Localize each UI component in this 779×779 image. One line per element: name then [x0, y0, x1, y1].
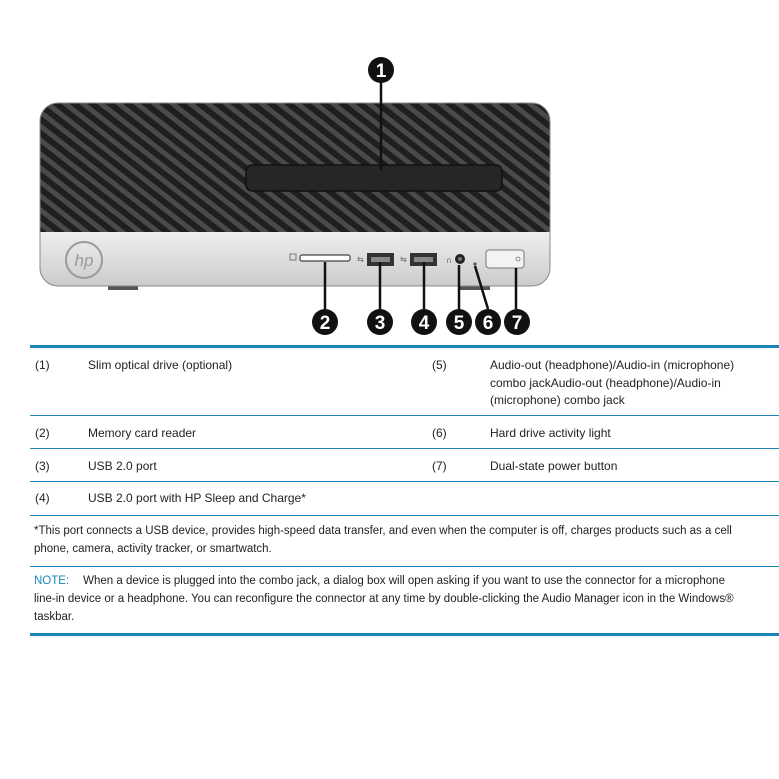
- component-label-4: USB 2.0 port with HP Sleep and Charge*: [88, 491, 306, 505]
- svg-text:4: 4: [418, 313, 430, 334]
- component-label-5: Audio-out (headphone)/Audio-in (microphone) combo jackAudio-out (headphone)/Audio-in (microphone) combo jack: [490, 358, 735, 407]
- component-label-3: USB 2.0 port: [88, 459, 157, 473]
- component-number-6: (6): [432, 426, 447, 440]
- footnote-text: *This port connects a USB device, provides high-speed data transfer, and even when the computer is off, charges products such as a cell phone, camera, activity tracker, or smartwatch.: [34, 525, 732, 555]
- callout-marker-2: [312, 309, 338, 335]
- chassis-bezel: [40, 232, 550, 292]
- table-row-divider: [30, 481, 779, 482]
- optical-drive-bay: [246, 165, 502, 191]
- table-row-divider: [30, 515, 779, 516]
- note-text: When a device is plugged into the combo jack, a dialog box will open asking if you want to use the connector for a microphone line-in device or a headphone. You can reconfigure the connector at any time by double-clicking the Audio Manager icon in the Windows® taskbar.: [34, 575, 734, 623]
- callout-marker-6: [475, 309, 501, 335]
- component-number-1: (1): [35, 358, 50, 372]
- component-label-2: Memory card reader: [88, 426, 197, 440]
- svg-text:⇆: ⇆: [400, 255, 407, 264]
- table-row-divider: [30, 415, 779, 416]
- component-label-1: Slim optical drive (optional): [88, 358, 233, 372]
- power-button: [486, 250, 524, 268]
- callout-marker-5: [446, 309, 472, 335]
- svg-text:⇆: ⇆: [357, 255, 364, 264]
- callout-marker-4: [411, 309, 437, 335]
- svg-text:6: 6: [482, 313, 494, 334]
- component-label-6: Hard drive activity light: [490, 426, 611, 440]
- callout-marker-1: [368, 57, 394, 83]
- component-number-5: (5): [432, 358, 447, 372]
- table-bottom-rule: [30, 633, 779, 636]
- footnote-divider: [30, 566, 779, 567]
- computer-front-view-illustration: [0, 0, 779, 345]
- svg-text:1: 1: [375, 61, 387, 82]
- callout-marker-3: [367, 309, 393, 335]
- hard-drive-activity-light: [473, 262, 476, 265]
- note-block: [34, 572, 734, 626]
- component-number-7: (7): [432, 459, 447, 473]
- svg-text:3: 3: [374, 313, 386, 334]
- svg-text:2: 2: [319, 313, 331, 334]
- svg-text:7: 7: [511, 313, 523, 334]
- table-top-rule: [30, 345, 779, 348]
- note-label: NOTE:: [34, 575, 70, 587]
- svg-text:hp: hp: [74, 251, 94, 270]
- table-row-divider: [30, 448, 779, 449]
- component-number-2: (2): [35, 426, 50, 440]
- svg-text:∩: ∩: [446, 256, 452, 265]
- callout-marker-7: [504, 309, 530, 335]
- component-number-4: (4): [35, 491, 50, 505]
- component-number-3: (3): [35, 459, 50, 473]
- svg-text:5: 5: [453, 313, 465, 334]
- component-label-7: Dual-state power button: [490, 459, 618, 473]
